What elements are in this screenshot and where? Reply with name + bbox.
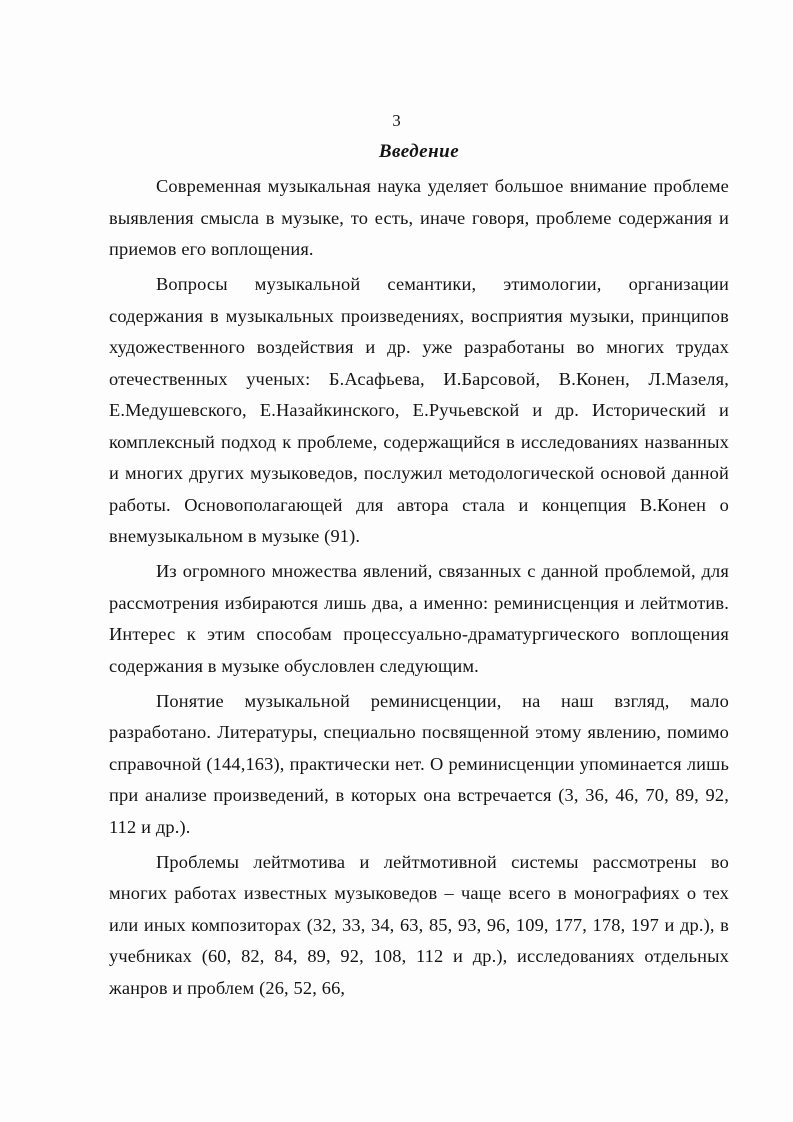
paragraph-5: Проблемы лейтмотива и лейтмотивной системы рассмотрены во многих работах известных музыковедов – чаще всего в монографиях о тех или иных композиторах (32, 33, 34, 63, 85, 93, 96, 109, 177, 178, 197 и др.), в учебниках (60, 82, 84, 89, 92, 108, 112 и др.), исследованиях отдельных жанров и проблем (26, 52, 66,: [109, 851, 729, 998]
paragraph-2: Вопросы музыкальной семантики, этимологии, организации содержания в музыкальных произведениях, восприятия музыки, принципов художественного воздействия и др. уже разработаны во многих трудах отечественных ученых: Б.Асафьева, И.Барсовой, В.Конен, Л.Мазеля, Е.Медушевского, Е.Назайкинского, Е.Ручьевской и др. Исторический и комплексный подход к проблеме, содержащийся в исследованиях названных и многих других музыковедов, послужил методологической основой данной работы. Основополагающей для автора стала и концепция В.Конен о внемузыкальном в музыке (91).: [109, 274, 729, 546]
body-text: [109, 171, 729, 1008]
paragraph-1: Современная музыкальная наука уделяет большое внимание проблеме выявления смысла в музыке, то есть, иначе говоря, проблеме содержания и приемов его воплощения.: [109, 176, 729, 259]
paragraph-3: Из огромного множества явлений, связанных с данной проблемой, для рассмотрения избираются лишь два, а именно: реминисценция и лейтмотив. Интерес к этим способам процессуально-драматургического воплощения содержания в музыке обусловлен следующим.: [109, 561, 729, 676]
paragraph-4: Понятие музыкальной реминисценции, на наш взгляд, мало разработано. Литературы, специально посвященной этому явлению, помимо справочной (144,163), практически нет. О реминисценции упоминается лишь при анализе произведений, в которых она встречается (3, 36, 46, 70, 89, 92, 112 и др.).: [109, 690, 729, 837]
section-heading: Введение: [378, 141, 460, 162]
page-number: 3: [392, 111, 401, 130]
